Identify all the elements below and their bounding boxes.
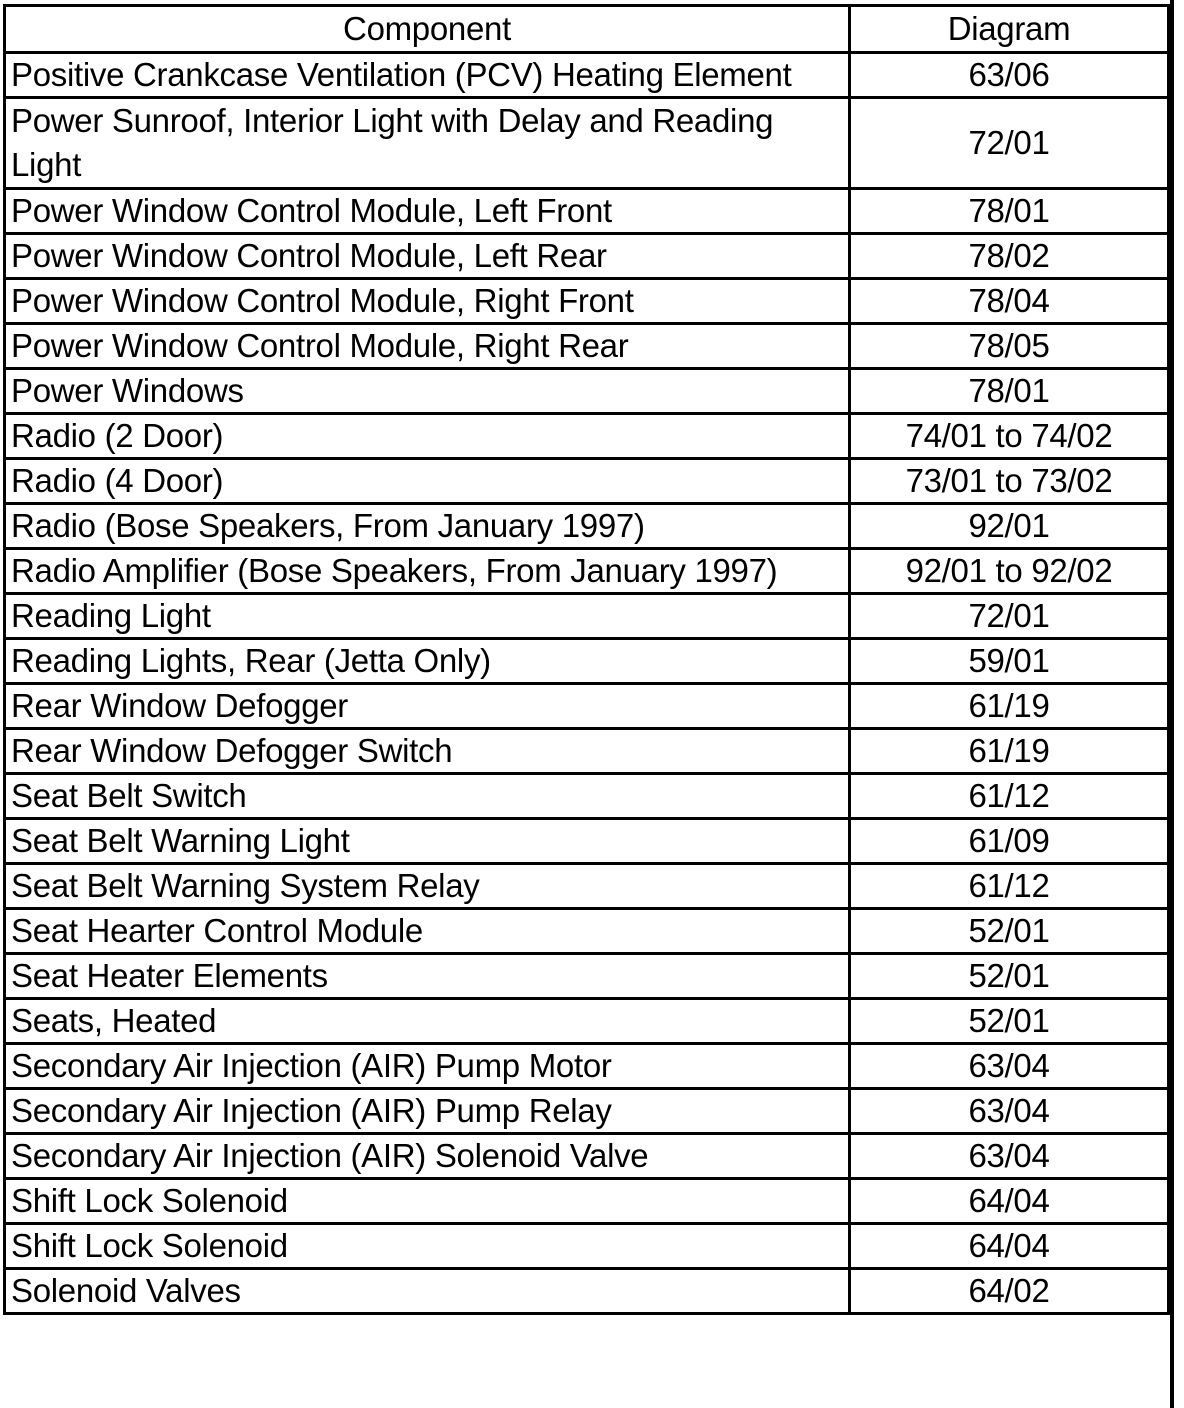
diagram-cell: 63/04 — [850, 1089, 1169, 1134]
component-cell: Radio (4 Door) — [5, 459, 850, 504]
column-header-diagram: Diagram — [850, 6, 1169, 53]
table-row — [5, 999, 1169, 1044]
component-cell: Radio (2 Door) — [5, 414, 850, 459]
table-row — [5, 1089, 1169, 1134]
diagram-cell: 61/12 — [850, 864, 1169, 909]
diagram-cell: 92/01 to 92/02 — [850, 549, 1169, 594]
diagram-cell: 63/04 — [850, 1134, 1169, 1179]
component-cell: Reading Lights, Rear (Jetta Only) — [5, 639, 850, 684]
diagram-cell: 63/06 — [850, 53, 1169, 98]
diagram-cell: 63/04 — [850, 1044, 1169, 1089]
component-cell: Secondary Air Injection (AIR) Solenoid Valve — [5, 1134, 850, 1179]
component-cell: Solenoid Valves — [5, 1269, 850, 1314]
diagram-cell: 64/04 — [850, 1179, 1169, 1224]
diagram-cell: 78/04 — [850, 279, 1169, 324]
component-diagram-table — [3, 4, 1170, 1315]
component-cell: Seats, Heated — [5, 999, 850, 1044]
table-body — [5, 53, 1169, 1314]
component-cell: Power Window Control Module, Right Front — [5, 279, 850, 324]
component-cell: Radio (Bose Speakers, From January 1997) — [5, 504, 850, 549]
component-cell: Radio Amplifier (Bose Speakers, From January 1997) — [5, 549, 850, 594]
table-row — [5, 369, 1169, 414]
table-row — [5, 909, 1169, 954]
table-row — [5, 53, 1169, 98]
table-row — [5, 1269, 1169, 1314]
component-cell: Seat Belt Warning Light — [5, 819, 850, 864]
component-cell: Secondary Air Injection (AIR) Pump Motor — [5, 1044, 850, 1089]
component-cell: Power Window Control Module, Left Rear — [5, 234, 850, 279]
component-cell: Power Windows — [5, 369, 850, 414]
diagram-cell: 52/01 — [850, 954, 1169, 999]
table-row — [5, 414, 1169, 459]
component-cell: Rear Window Defogger — [5, 684, 850, 729]
table-row — [5, 594, 1169, 639]
column-header-component: Component — [5, 6, 850, 53]
diagram-cell: 59/01 — [850, 639, 1169, 684]
table-row — [5, 189, 1169, 234]
diagram-cell: 61/19 — [850, 729, 1169, 774]
table-row — [5, 774, 1169, 819]
table-row — [5, 1179, 1169, 1224]
diagram-cell: 52/01 — [850, 909, 1169, 954]
table-row — [5, 954, 1169, 999]
diagram-cell: 52/01 — [850, 999, 1169, 1044]
table-row — [5, 639, 1169, 684]
table-row — [5, 98, 1169, 189]
table-row — [5, 1044, 1169, 1089]
diagram-cell: 72/01 — [850, 594, 1169, 639]
diagram-cell: 78/05 — [850, 324, 1169, 369]
component-cell: Secondary Air Injection (AIR) Pump Relay — [5, 1089, 850, 1134]
diagram-cell: 78/01 — [850, 189, 1169, 234]
component-cell: Seat Belt Warning System Relay — [5, 864, 850, 909]
component-cell: Shift Lock Solenoid — [5, 1224, 850, 1269]
diagram-cell: 64/04 — [850, 1224, 1169, 1269]
component-cell: Shift Lock Solenoid — [5, 1179, 850, 1224]
diagram-cell: 61/19 — [850, 684, 1169, 729]
table-row — [5, 549, 1169, 594]
table-row — [5, 864, 1169, 909]
diagram-cell: 78/01 — [850, 369, 1169, 414]
table-row — [5, 234, 1169, 279]
diagram-cell: 64/02 — [850, 1269, 1169, 1314]
diagram-cell: 61/12 — [850, 774, 1169, 819]
table-row — [5, 1224, 1169, 1269]
component-cell: Seat Heater Elements — [5, 954, 850, 999]
table-row — [5, 684, 1169, 729]
page-edge-line — [1170, 0, 1174, 1408]
table-row — [5, 459, 1169, 504]
table-row — [5, 324, 1169, 369]
component-cell: Power Window Control Module, Right Rear — [5, 324, 850, 369]
component-cell: Power Window Control Module, Left Front — [5, 189, 850, 234]
diagram-cell: 74/01 to 74/02 — [850, 414, 1169, 459]
component-cell: Seat Belt Switch — [5, 774, 850, 819]
component-cell: Power Sunroof, Interior Light with Delay and Reading Light — [5, 98, 850, 189]
diagram-cell: 92/01 — [850, 504, 1169, 549]
diagram-cell: 61/09 — [850, 819, 1169, 864]
diagram-cell: 78/02 — [850, 234, 1169, 279]
table-row — [5, 504, 1169, 549]
table-header-row — [5, 6, 1169, 53]
diagram-cell: 73/01 to 73/02 — [850, 459, 1169, 504]
component-cell: Reading Light — [5, 594, 850, 639]
table-row — [5, 729, 1169, 774]
component-cell: Rear Window Defogger Switch — [5, 729, 850, 774]
component-cell: Seat Hearter Control Module — [5, 909, 850, 954]
table-row — [5, 279, 1169, 324]
table-row — [5, 1134, 1169, 1179]
table-row — [5, 819, 1169, 864]
component-cell: Positive Crankcase Ventilation (PCV) Heating Element — [5, 53, 850, 98]
diagram-cell: 72/01 — [850, 98, 1169, 189]
